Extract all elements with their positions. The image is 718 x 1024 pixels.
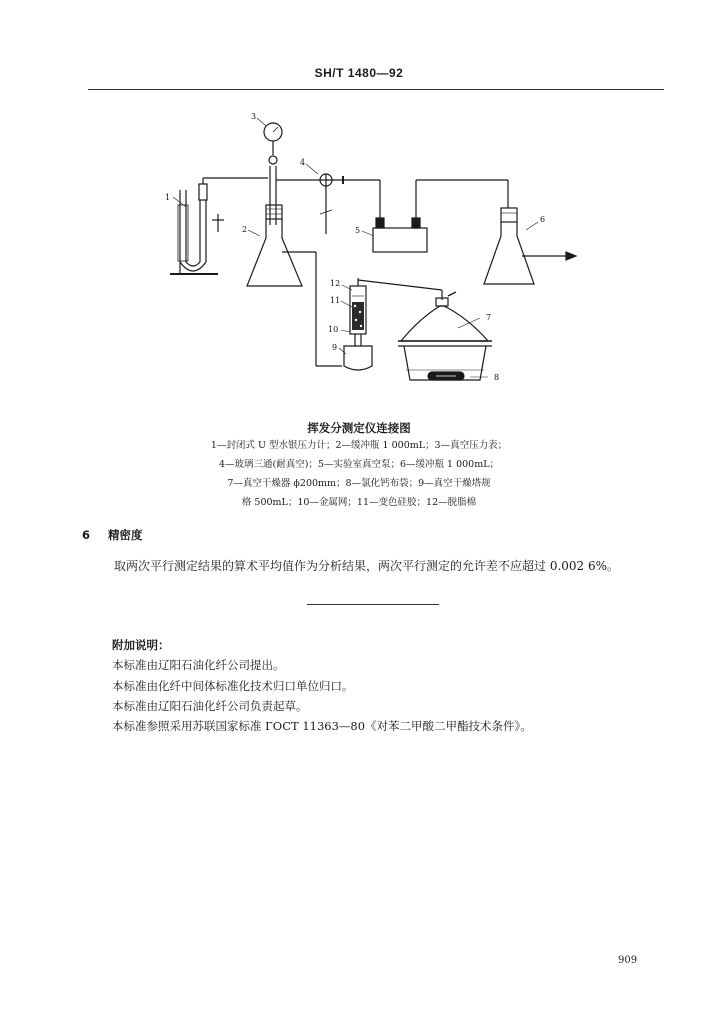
note-line: 本标准由辽阳石油化纤公司负责起草。 [112, 699, 308, 713]
buffer-flask-2 [247, 166, 342, 366]
figure-caption-title: 挥发分测定仪连接图 [307, 421, 411, 435]
apparatus-diagram [0, 0, 718, 420]
page-number: 909 [618, 955, 638, 966]
callout-6: 6 [540, 215, 546, 224]
drying-tower [344, 278, 442, 370]
callout-12: 12 [330, 279, 341, 288]
note-line: 本标准参照采用苏联国家标准 ГОСТ 11363—80《对苯二甲酸二甲酯技术条件》。 [112, 719, 532, 733]
notes-heading: 附加说明： [112, 638, 170, 652]
vacuum-pump [373, 180, 508, 252]
page-header: SH/T 1480—92 [314, 66, 404, 80]
note-line: 本标准由化纤中间体标准化技术归口单位归口。 [112, 679, 354, 693]
callout-2: 2 [242, 225, 248, 234]
calcium-chloride-bag [428, 372, 464, 380]
figure-legend-line: 1—封闭式 U 型水银压力计；2—缓冲瓶 1 000mL；3—真空压力表； [210, 440, 508, 451]
callout-5: 5 [355, 226, 361, 235]
note-line: 本标准由辽阳石油化纤公司提出。 [112, 658, 285, 672]
end-rule [307, 604, 439, 605]
callout-10: 10 [328, 325, 339, 334]
figure-legend-line: 7—真空干燥器 ϕ200mm；8—氯化钙布袋；9—真空干燥塔规 [227, 478, 491, 489]
callout-9: 9 [332, 343, 338, 352]
callout-7: 7 [486, 313, 492, 322]
u-manometer [170, 178, 268, 274]
figure-legend-line: 4—玻璃三通(耐真空)；5—实验室真空泵；6—缓冲瓶 1 000mL； [218, 459, 500, 470]
precision-paragraph: 取两次平行测定结果的算术平均值作为分析结果，两次平行测定的允许差不应超过 0.002 6%。 [114, 559, 620, 573]
buffer-flask-6 [484, 208, 576, 284]
vacuum-desiccator [398, 290, 492, 380]
callout-8: 8 [494, 373, 500, 382]
three-way-valve [276, 174, 380, 234]
callout-3: 3 [251, 112, 257, 121]
callout-1: 1 [165, 193, 171, 202]
section-number: 6 [82, 528, 91, 542]
section-heading [82, 527, 143, 543]
figure-legend-line: 格 500mL；10—金属网；11—变色硅胶；12—脱脂棉 [241, 497, 477, 508]
callout-4: 4 [300, 158, 306, 167]
vacuum-gauge [264, 123, 282, 164]
section-title: 精密度 [108, 528, 143, 542]
callout-11: 11 [330, 296, 341, 305]
